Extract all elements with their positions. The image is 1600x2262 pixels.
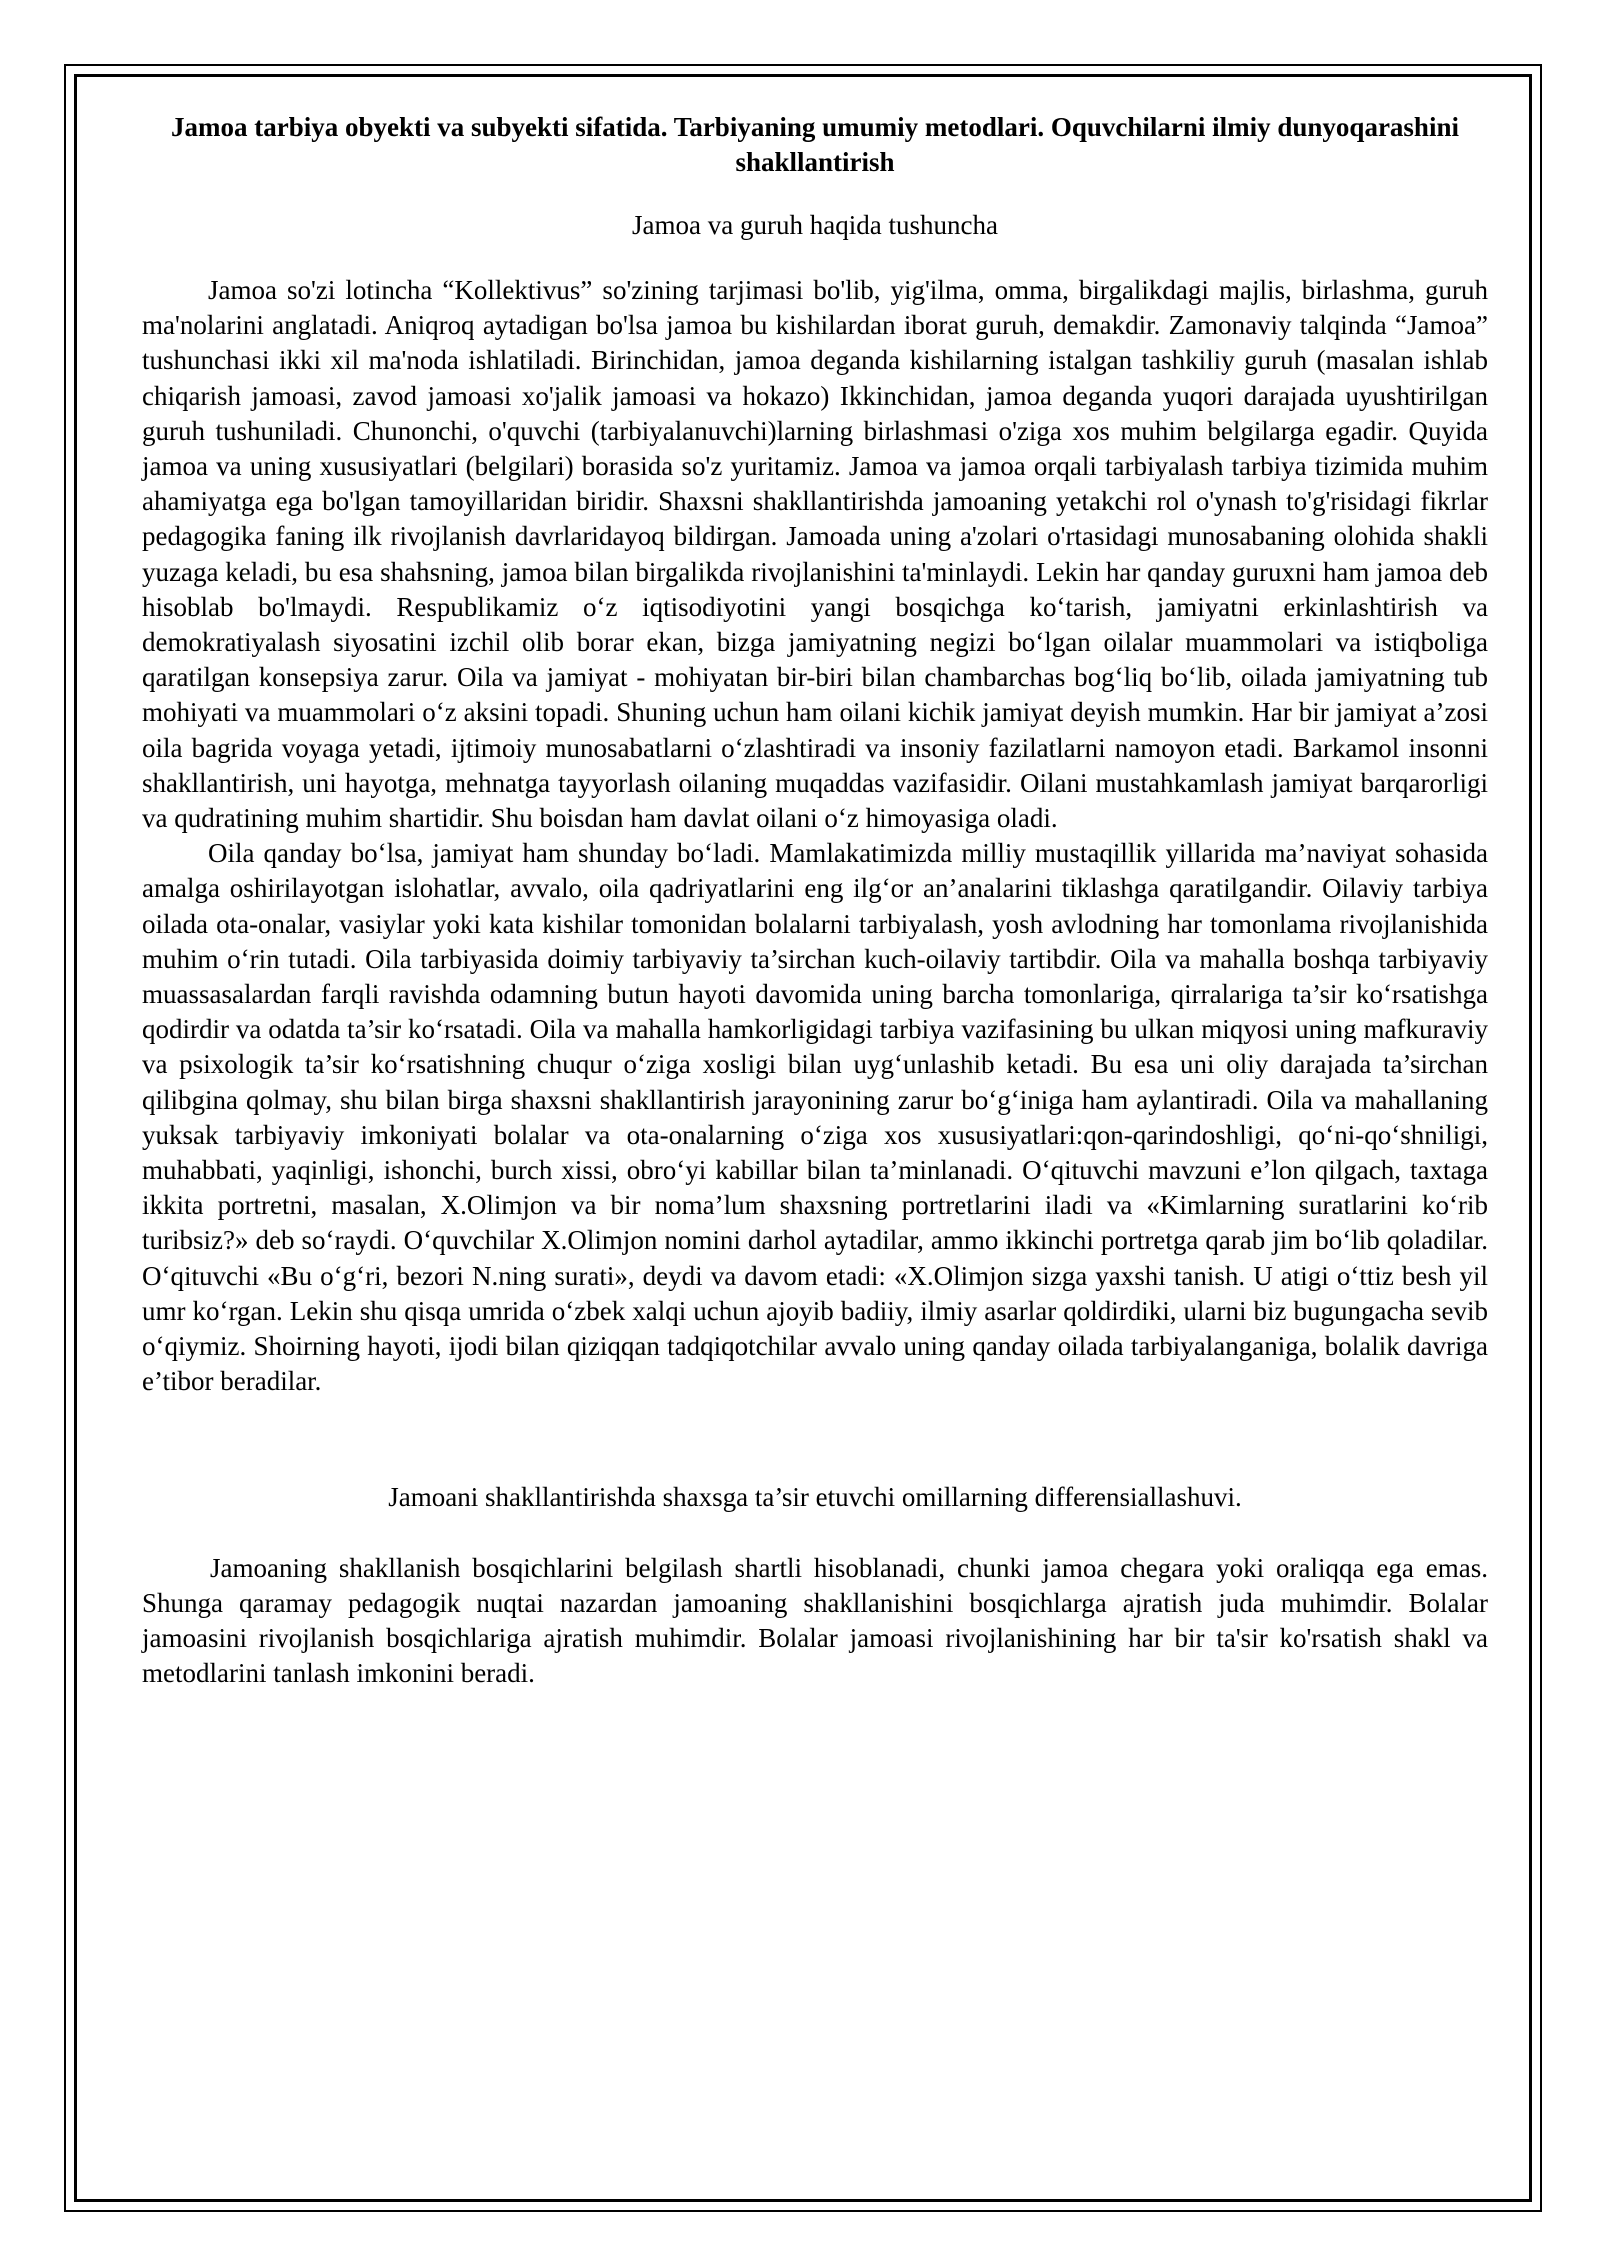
paragraph-2: Oila qanday bo‘lsa, jamiyat ham shunday bo‘ladi. Mamlakatimizda milliy mustaqillik yillarida ma’naviyat sohasida amalga oshirilayotgan islohatlar, avvalo, oila qadriyatlarini eng ilg‘or an’analarini tiklashga qaratilgandir. Oilaviy tarbiya oilada ota-onalar, vasiylar yoki kata kishilar tomonidan bolalarni tarbiyalash, yosh avlodning har tomonlama rivojlanishida muhim o‘rin tutadi. Oila tarbiyasida doimiy tarbiyaviy ta’sirchan kuch-oilaviy tartibdir. Oila va mahalla boshqa tarbiyaviy muassasalardan farqli ravishda odamning butun hayoti davomida uning barcha tomonlariga, qirralariga ta’sir ko‘rsatishga qodirdir va odatda ta’sir ko‘rsatadi. Oila va mahalla hamkorligidagi tarbiya vazifasining bu ulkan miqyosi uning mafkuraviy va psixologik ta’sir ko‘rsatishning chuqur o‘ziga xosligi bilan uyg‘unlashib ketadi. Bu esa uni oliy darajada ta’sirchan qilibgina qolmay, shu bilan birga shaxsni shakllantirish jarayonining zarur bo‘g‘iniga ham aylantiradi. Oila va mahallaning yuksak tarbiyaviy imkoniyati bolalar va ota-onalarning o‘ziga xos xususiyatlari:qon-qarindoshligi, qo‘ni-qo‘shniligi, muhabbati, yaqinligi, ishonchi, burch xissi, obro‘yi kabillar bilan ta’minlanadi. O‘qituvchi mavzuni e’lon qilgach, taxtaga ikkita portretni, masalan, X.Olimjon va bir noma’lum shaxsning portretlarini iladi va «Kimlarning suratlarini ko‘rib turibsiz?» deb so‘raydi. O‘quvchilar X.Olimjon nomini darhol aytadilar, ammo ikkinchi portretga qarab jim bo‘lib qoladilar. O‘qituvchi «Bu o‘g‘ri, bezori N.ning surati», deydi va davom etadi: «X.Olimjon sizga yaxshi tanish. U atigi o‘ttiz besh yil umr ko‘rgan. Lekin shu qisqa umrida o‘zbek xalqi uchun ajoyib badiiy, ilmiy asarlar qoldirdiki, ularni biz bugungacha sevib o‘qiymiz. Shoirning hayoti, ijodi bilan qiziqqan tadqiqotchilar avvalo uning qanday oilada tarbiyalanganiga, bolalik davriga e’tibor beradilar. <box>142 838 1488 1397</box>
section-heading-differensiallashuv: Jamoani shakllantirishda shaxsga ta’sir etuvchi omillarning differensiallashuvi. <box>388 1481 1242 1512</box>
document-title: Jamoa tarbiya obyekti va subyekti sifatida. Tarbiyaning umumiy metodlari. Oquvchilarni ilmiy dunyoqarashini shakllantirish <box>171 112 1459 177</box>
document-body <box>142 110 1488 1691</box>
paragraph-1: Jamoa so'zi lotincha “Kollektivus” so'zining tarjimasi bo'lib, yig'ilma, omma, birgalikdagi majlis, birlashma, guruh ma'nolarini anglatadi. Aniqroq aytadigan bo'lsa jamoa bu kishilardan iborat guruh, demakdir. Zamonaviy talqinda “Jamoa” tushunchasi ikki xil ma'noda ishlatiladi. Birinchidan, jamoa deganda kishilarning istalgan tashkiliy guruh (masalan ishlab chiqarish jamoasi, zavod jamoasi xo'jalik jamoasi va hokazo) Ikkinchidan, jamoa deganda yuqori darajada uyushtirilgan guruh tushuniladi. Chunonchi, o'quvchi (tarbiyalanuvchi)larning birlashmasi o'ziga xos muhim belgilarga egadir. Quyida jamoa va uning xususiyatlari (belgilari) borasida so'z yuritamiz. Jamoa va jamoa orqali tarbiyalash tarbiya tizimida muhim ahamiyatga ega bo'lgan tamoyillaridan biridir. Shaxsni shakllantirishda jamoaning yetakchi rol o'ynash to'g'risidagi fikrlar pedagogika faning ilk rivojlanish davrlaridayoq bildirgan. Jamoada uning a'zolari o'rtasidagi munosabaning olohida shakli yuzaga keladi, bu esa shahsning, jamoa bilan birgalikda rivojlanishini ta'minlaydi. Lekin har qanday guruxni ham jamoa deb hisoblab bo'lmaydi. Respublikamiz o‘z iqtisodiyotini yangi bosqichga ko‘tarish, jamiyatni erkinlashtirish va demokratiyalash siyosatini izchil olib borar ekan, bizga jamiyatning negizi bo‘lgan oilalar muammolari va istiqboliga qaratilgan konsepsiya zarur. Oila va jamiyat - mohiyatan bir-biri bilan chambarchas bog‘liq bo‘lib, oilada jamiyatning tub mohiyati va muammolari o‘z aksini topadi. Shuning uchun ham oilani kichik jamiyat deyish mumkin. Har bir jamiyat a’zosi oila bagrida voyaga yetadi, ijtimoiy munosabatlarni o‘zlashtiradi va insoniy fazilatlarni namoyon etadi. Barkamol insonni shakllantirish, uni hayotga, mehnatga tayyorlash oilaning muqaddas vazifasidir. Oilani mustahkamlash jamiyat barqarorligi va qudratining muhim shartidir. Shu boisdan ham davlat oilani o‘z himoyasiga oladi. <box>142 275 1488 834</box>
section-heading-jamoa-guruh: Jamoa va guruh haqida tushuncha <box>632 210 998 240</box>
paragraph-3: Jamoaning shakllanish bosqichlarini belgilash shartli hisoblanadi, chunki jamoa chegara yoki oraliqqa ega emas. Shunga qaramay pedagogik nuqtai nazardan jamoaning shakllanishini bosqichlarga ajratish juda muhimdir. Bolalar jamoasini rivojlanish bosqichlariga ajratish muhimdir. Bolalar jamoasi rivojlanishining har bir ta'sir ko'rsatish shakl va metodlarini tanlash imkonini beradi. <box>142 1552 1488 1689</box>
